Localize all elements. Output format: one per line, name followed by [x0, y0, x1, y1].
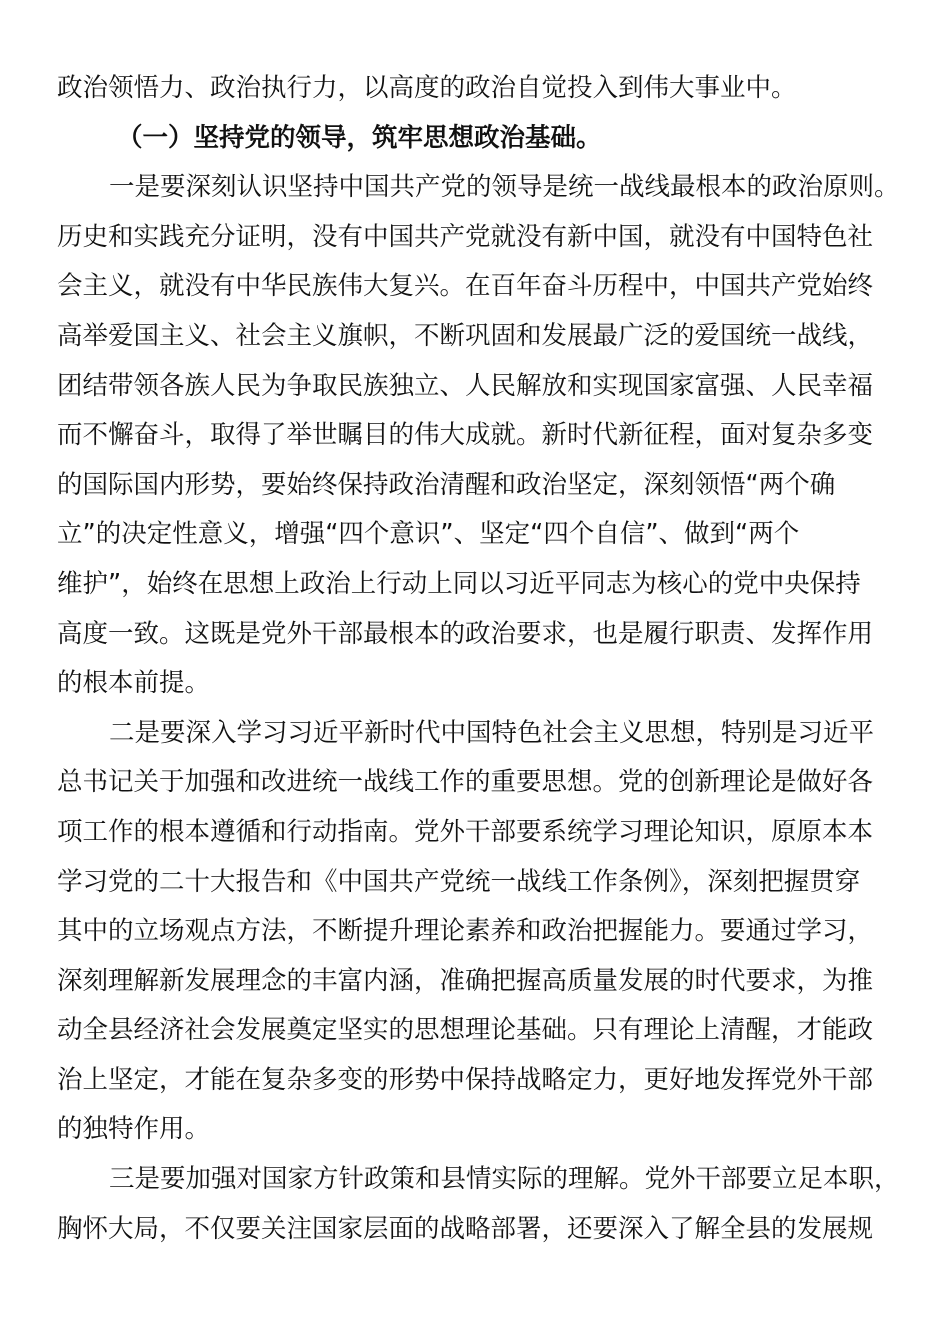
paragraph-1-line: 高举爱国主义、社会主义旗帜，不断巩固和发展最广泛的爱国统一战线， [57, 320, 874, 351]
paragraph-1-line: 维护”，始终在思想上政治上行动上同以习近平同志为核心的党中央保持 [57, 568, 861, 599]
paragraph-2-line: 学习党的二十大报告和《中国共产党统一战线工作条例》，深刻把握贯穿 [57, 866, 861, 897]
paragraph-2-line: 项工作的根本遵循和行动指南。党外干部要系统学习理论知识，原原本本 [57, 816, 874, 847]
paragraph-2-line: 总书记关于加强和改进统一战线工作的重要思想。党的创新理论是做好各 [57, 767, 874, 798]
paragraph-1-line: 会主义，就没有中华民族伟大复兴。在百年奋斗历程中，中国共产党始终 [57, 271, 874, 302]
paragraph-2-last-line: 的独特作用。 [57, 1114, 211, 1145]
document-page [57, 64, 900, 1254]
paragraph-continuation-line: 政治领悟力、政治执行力，以高度的政治自觉投入到伟大事业中。 [57, 73, 797, 103]
paragraph-2-line: 其中的立场观点方法，不断提升理论素养和政治把握能力。要通过学习， [57, 916, 874, 947]
paragraph-1-line: 团结带领各族人民为争取民族独立、人民解放和实现国家富强、人民幸福 [57, 370, 874, 401]
paragraph-1-line: 高度一致。这既是党外干部最根本的政治要求，也是履行职责、发挥作用 [57, 618, 874, 649]
paragraph-1-line: 而不懈奋斗，取得了举世瞩目的伟大成就。新时代新征程，面对复杂多变 [57, 420, 874, 451]
paragraph-2-line: 动全县经济社会发展奠定坚实的思想理论基础。只有理论上清醒，才能政 [57, 1015, 874, 1046]
paragraph-1-last-line: 的根本前提。 [57, 668, 211, 699]
paragraph-2-first-line: 二是要深入学习习近平新时代中国特色社会主义思想，特别是习近平 [109, 717, 875, 748]
paragraph-3-line: 胸怀大局，不仅要关注国家层面的战略部署，还要深入了解全县的发展规 [57, 1213, 874, 1244]
paragraph-1-line: 的国际国内形势，要始终保持政治清醒和政治坚定，深刻领悟“两个确 [57, 469, 836, 500]
paragraph-2-line: 治上坚定，才能在复杂多变的形势中保持战略定力，更好地发挥党外干部 [57, 1064, 874, 1095]
paragraph-1-first-line: 一是要深刻认识坚持中国共产党的领导是统一战线最根本的政治原则。 [109, 172, 900, 203]
paragraph-1-line: 立”的决定性意义，增强“四个意识”、坚定“四个自信”、做到“两个 [57, 519, 800, 550]
paragraph-3-first-line: 三是要加强对国家方针政策和县情实际的理解。党外干部要立足本职， [109, 1164, 900, 1195]
paragraph-1-line: 历史和实践充分证明，没有中国共产党就没有新中国，就没有中国特色社 [57, 221, 874, 252]
paragraph-2-line: 深刻理解新发展理念的丰富内涵，准确把握高质量发展的时代要求，为推 [57, 965, 874, 996]
section-heading-1: （一）坚持党的领导，筑牢思想政治基础。 [117, 122, 602, 153]
